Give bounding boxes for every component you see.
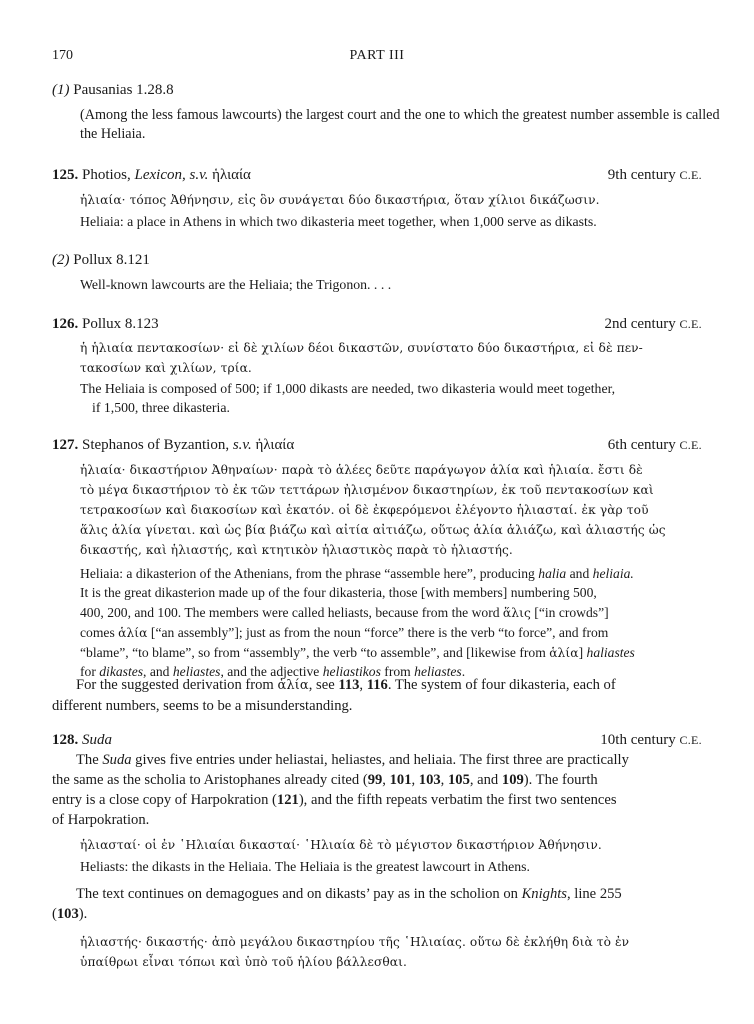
entry-128-greek-2 [52,932,730,972]
commentary-line: For the suggested derivation from ἁλία, see 113, 116. The system of four dikasteria, each of [76,677,616,693]
entry-128-continuation [52,884,702,924]
greek-line: ὑπαίθρωι εἶναι τόπωι καὶ ὑπὸ τοῦ ἡλίου βάλλεσθαι. [80,955,407,969]
greek-line: ἡλιαστής· δικαστής· ἀπὸ μεγάλου δικαστηρίου τῆς ῾Ηλιαίας. οὕτω δὲ ἐκλήθη διὰ τὸ ἐν [80,935,630,949]
entry-author: Stephanos of Byzantion, [82,437,230,453]
entry-date: 9th century C.E. [607,167,702,183]
part-heading: PART III [349,48,405,63]
source-name: Pausanias 1.28.8 [73,82,174,98]
entry-128-intro [52,750,702,830]
entry-127-translation [52,565,730,681]
commentary-line: (103). [52,906,88,922]
entry-126-body [52,338,730,418]
greek-line: ἅλις ἁλία γίνεται. καὶ ὡς βία βιάζω καὶ αἰτία αἰτιάζω, οὕτως ἁλία ἁλιάζω, καὶ ἁλιαστής ὡς [80,523,666,537]
commentary-line: the same as the scholia to Aristophanes already cited (99, 101, 103, 105, and 109). The fourth [52,772,598,788]
greek-text: ἡλιαία· τόπος Ἀθήνησιν, εἰς ὃν συνάγεται δύο δικαστήρια, ὅταν χίλιοι δικάζωσιν. [80,193,600,207]
translation-line: “blame”, “to blame”, so from “assembly”, the verb “to assemble”, and [likewise from ἁλία] haliastes [80,644,635,660]
greek-text: ἡλιασταί· οἱ ἐν ῾Ηλιαίαι δικασταί· ῾Ηλιαία δὲ τὸ μέγιστον δικαστήριον Ἀθήνησιν. [80,838,602,852]
greek-line: ἡλιαία· δικαστήριον Ἀθηναίων· παρὰ τὸ ἁλέες δεῦτε παράγωγον ἁλία καὶ ἡλιαία. ἔστι δὲ [80,463,643,477]
entry-125-body [52,190,730,232]
translation-text: Well-known lawcourts are the Heliaia; the Trigonon. . . . [80,277,392,292]
page-number: 170 [52,48,73,63]
entry-125-heading [52,165,702,185]
translation-line: The Heliaia is composed of 500; if 1,000 dikasts are needed, two dikasteria would meet together, [80,381,616,396]
translation-text: Heliasts: the dikasts in the Heliaia. The Heliaia is the greatest lawcourt in Athens. [80,859,530,874]
entry-127-heading [52,435,702,455]
translation-line: It is the great dikasterion made up of the four dikasteria, those [with members] numbering 500, [80,584,597,600]
entry-number: 125. [52,167,79,183]
entry-date: 10th century C.E. [600,732,702,748]
commentary-line: The text continues on demagogues and on dikasts’ pay as in the scholion on Knights, line 255 [76,886,622,902]
translation-2 [52,276,730,295]
translation-line: Heliaia: a dikasterion of the Athenians, from the phrase “assemble here”, producing halia and heliaia. [80,566,634,581]
translation-line: comes ἁλία [“an assembly”]; just as from the noun “force” there is the verb “to force”, and from [80,624,609,640]
entry-work: s.v. [232,437,252,453]
entry-127-commentary [52,675,702,716]
commentary-line: entry is a close copy of Harpokration (121), and the fifth repeats verbatim the first two sentences [52,792,617,808]
greek-line: δικαστής, καὶ ἡλιαστής, καὶ κτητικὸν ἡλιαστικὸς παρὰ τὸ ἡλιαστής. [80,543,513,557]
entry-number: 126. [52,316,79,332]
commentary-line: different numbers, seems to be a misunderstanding. [52,698,353,714]
entry-lemma: ἡλιαία [255,437,295,453]
entry-126-heading [52,314,702,334]
translation-line: if 1,500, three dikasteria. [92,399,230,415]
translation-line: 400, 200, and 100. The members were called heliasts, because from the word ἅλις [“in crowds”] [80,604,609,620]
entry-128-greek-1 [52,835,730,877]
translation-1 [52,106,730,144]
translation-line: for dikastes, and heliastes, and the adjective heliastikos from heliastes. [80,663,466,679]
entry-date: 6th century C.E. [607,437,702,453]
greek-line: τὸ μέγα δικαστήριον τὸ ἐκ τῶν τεττάρων ἠλισμένον δικαστηρίων, ἐκ τοῦ πεντακοσίων καὶ [80,483,654,497]
entry-work: Lexicon, s.v. [134,167,209,183]
source-label: (1) [52,82,70,98]
source-heading-1 [52,80,702,100]
greek-line: τακοσίων καὶ χιλίων, τρία. [80,361,252,375]
entry-128-heading [52,730,702,750]
entry-author: Suda [82,732,112,748]
translation-text: Heliaia: a place in Athens in which two dikasteria meet together, when 1,000 serve as dikasts. [80,214,597,229]
entry-number: 127. [52,437,79,453]
entry-author: Pollux 8.123 [82,316,159,332]
commentary-line: of Harpokration. [52,812,150,828]
entry-author: Photios, [82,167,131,183]
entry-date: 2nd century C.E. [604,316,702,332]
source-heading-2 [52,250,702,270]
commentary-line: The Suda gives five entries under heliastai, heliastes, and heliaia. The first three are practically [76,752,629,768]
greek-line: τετρακοσίων καὶ διακοσίων καὶ ἑκατόν. οἱ δὲ ἐκφερόμενοι ἐλέγοντο ἡλιασταί. ἐκ γὰρ τοῦ [80,503,649,517]
greek-line: ἡ ἡλιαία πεντακοσίων· εἰ δὲ χιλίων δέοι δικαστῶν, συνίστατο δύο δικαστήρια, εἰ δὲ πεν- [80,341,643,355]
entry-127-greek [52,460,730,560]
entry-number: 128. [52,732,79,748]
source-label: (2) [52,252,70,268]
page-header [52,48,702,68]
translation-text: (Among the less famous lawcourts) the largest court and the one to which the greatest number assemble is called the Heliaia. [80,107,720,142]
entry-lemma: ἡλιαία [212,167,251,183]
source-name: Pollux 8.121 [73,252,150,268]
